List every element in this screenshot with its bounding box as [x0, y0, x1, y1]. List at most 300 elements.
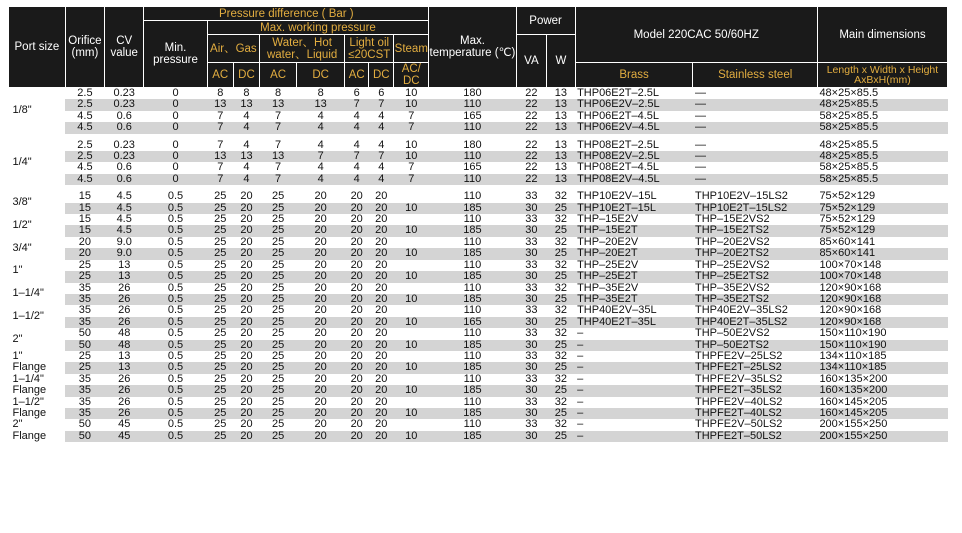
table-cell: – [577, 373, 584, 385]
table-cell: 13 [260, 151, 297, 162]
table-cell: 20 [345, 362, 369, 373]
table-cell: 20 [233, 362, 259, 373]
table-cell: 13 [297, 99, 345, 110]
table-cell: 8 [243, 87, 250, 99]
table-cell: 85×60×141 [819, 236, 876, 248]
table-cell: 110 [463, 419, 482, 431]
table-row [9, 225, 948, 236]
table-cell: 50 [78, 328, 92, 340]
table-cell: 20 [350, 259, 363, 271]
table-cell: 20 [233, 225, 259, 236]
table-cell: 20 [375, 419, 388, 431]
table-cell: 20 [345, 431, 369, 442]
table-cell: 25 [214, 328, 227, 340]
table-cell: 35 [78, 373, 92, 385]
table-cell: 20 [375, 259, 388, 271]
table-cell: 7 [260, 174, 297, 185]
table-cell: 110 [429, 151, 516, 162]
table-row [9, 305, 948, 316]
power-header: Power [516, 7, 575, 35]
table-row [9, 419, 948, 430]
table-cell: 0.5 [167, 350, 184, 362]
table-cell: 0.6 [116, 110, 132, 122]
table-cell: 25 [207, 203, 233, 214]
steam-header: Steam [394, 35, 429, 63]
table-cell: 75×52×129 [817, 225, 947, 236]
table-cell: – [575, 362, 693, 373]
table-cell [394, 305, 429, 316]
table-row [9, 294, 948, 305]
air-gas-header: Air、Gas [207, 35, 259, 63]
table-cell: 20 [233, 317, 259, 328]
table-cell: 20 [345, 271, 369, 282]
table-cell: 110 [463, 236, 482, 248]
table-cell: 25 [547, 385, 575, 396]
table-cell: 25 [214, 419, 227, 431]
table-row [9, 283, 948, 294]
max-working-pressure-header: Max. working pressure [207, 21, 429, 35]
port-size-cell: Flange [9, 408, 66, 419]
table-cell: 4 [297, 122, 345, 133]
table-cell: 200×155×250 [819, 419, 888, 431]
table-cell: 20 [240, 259, 253, 271]
table-cell: 7 [207, 122, 233, 133]
table-cell: 7 [408, 162, 415, 174]
table-cell: 22 [525, 139, 538, 151]
table-cell: 20 [314, 373, 327, 385]
table-cell: 20 [240, 419, 253, 431]
table-cell: 22 [525, 110, 538, 122]
table-cell: 25 [547, 294, 575, 305]
table-row [9, 271, 948, 282]
table-cell: 0 [144, 174, 207, 185]
table-cell: 4 [369, 174, 394, 185]
table-cell: 4 [378, 139, 385, 151]
table-cell: 7 [394, 122, 429, 133]
table-cell: 20 [350, 350, 363, 362]
table-cell: – [577, 328, 584, 340]
table-cell: 25 [271, 305, 285, 317]
table-cell: 0.6 [105, 174, 144, 185]
table-cell: 20 [240, 373, 253, 385]
table-cell: 110 [429, 122, 516, 133]
table-cell: 4 [243, 139, 250, 151]
table-cell: 32 [554, 373, 567, 385]
table-cell: 25 [271, 373, 285, 385]
table-cell: 0 [144, 151, 207, 162]
table-cell: 75×52×129 [819, 214, 876, 226]
table-row [9, 317, 948, 328]
main-dimensions-header: Main dimensions [817, 7, 947, 63]
table-row [9, 111, 948, 122]
table-cell: 165 [463, 162, 482, 174]
table-cell: THPFE2T–25LS2 [693, 362, 817, 373]
table-cell: 110 [463, 259, 482, 271]
table-cell: 35 [65, 385, 104, 396]
table-cell: 20 [240, 191, 253, 203]
table-cell: 10 [394, 225, 429, 236]
table-cell: 20 [345, 203, 369, 214]
table-cell: 120×90×168 [819, 305, 882, 317]
table-cell: – [575, 431, 693, 442]
table-cell: 32 [554, 350, 567, 362]
table-cell: 13 [554, 110, 567, 122]
table-cell: THP–15E2V [577, 214, 639, 226]
table-cell: 25 [207, 248, 233, 259]
table-cell: 20 [369, 385, 394, 396]
table-cell: THPFE2V–40LS2 [694, 396, 783, 408]
table-cell: 25 [207, 340, 233, 351]
table-cell: 20 [369, 340, 394, 351]
table-cell: THP–15E2TS2 [693, 225, 817, 236]
table-cell: 22 [516, 151, 547, 162]
table-body [9, 88, 948, 443]
table-cell: 4.5 [105, 203, 144, 214]
table-cell: — [693, 151, 817, 162]
table-cell: 9.0 [116, 236, 132, 248]
table-cell: 15 [78, 214, 92, 226]
table-cell: 110 [463, 214, 482, 226]
table-cell [394, 237, 429, 248]
table-cell: — [693, 174, 817, 185]
table-cell: 185 [429, 294, 516, 305]
table-cell: 185 [429, 203, 516, 214]
table-cell: 10 [394, 203, 429, 214]
table-cell: 4.5 [77, 162, 93, 174]
port-size-header: Port size [9, 7, 66, 88]
table-cell: 4.5 [65, 174, 104, 185]
table-cell: 180 [463, 87, 482, 99]
table-cell: 20 [345, 294, 369, 305]
table-cell: 22 [516, 122, 547, 133]
table-cell: 10 [394, 362, 429, 373]
table-cell: 32 [554, 236, 567, 248]
table-cell: 4 [345, 122, 369, 133]
table-cell: 0.5 [167, 214, 184, 226]
table-cell: 20 [297, 203, 345, 214]
table-cell [394, 328, 429, 339]
port-size-cell: 1/8" [9, 88, 66, 134]
table-cell: THP–20E2TS2 [693, 248, 817, 259]
cv-value-header: CV value [105, 7, 144, 88]
table-cell: 30 [516, 408, 547, 419]
table-cell: 7 [394, 174, 429, 185]
table-cell: 185 [429, 225, 516, 236]
table-cell: 13 [207, 99, 233, 110]
table-cell: 0 [144, 122, 207, 133]
table-cell [394, 374, 429, 385]
port-size-cell: 1–1/4" [9, 283, 66, 306]
table-cell: 20 [350, 419, 363, 431]
table-row [9, 351, 948, 362]
table-cell: – [577, 350, 584, 362]
table-cell: 0.5 [144, 340, 207, 351]
table-cell: 20 [369, 294, 394, 305]
table-cell: 10 [394, 431, 429, 442]
table-cell: 10 [405, 87, 418, 99]
table-cell: 4 [353, 139, 360, 151]
table-cell: 13 [547, 174, 575, 185]
table-cell: 110 [463, 305, 482, 317]
table-cell: 7 [369, 151, 394, 162]
brass-header: Brass [575, 63, 693, 88]
table-cell: 4.5 [105, 225, 144, 236]
table-cell: 110 [463, 373, 482, 385]
water-ac-header: AC [260, 63, 297, 88]
table-cell: 20 [233, 294, 259, 305]
table-cell: 7 [275, 110, 282, 122]
table-cell: 35 [78, 282, 92, 294]
port-size-cell: 1" [9, 260, 66, 283]
table-cell: THP–35E2V [577, 282, 639, 294]
steam-acdc-header: AC/ DC [394, 63, 429, 88]
table-cell: 0 [144, 99, 207, 110]
table-cell: THPFE2T–40LS2 [693, 408, 817, 419]
port-size-cell: 1/2" [9, 214, 66, 237]
table-cell: 0.5 [167, 282, 184, 294]
table-cell: THP–35E2VS2 [694, 282, 770, 294]
table-cell: 13 [554, 139, 567, 151]
table-cell: 35 [78, 396, 92, 408]
table-cell: THP–25E2V [577, 259, 639, 271]
table-cell: 110 [463, 282, 482, 294]
table-cell: 22 [516, 174, 547, 185]
table-cell: 185 [429, 248, 516, 259]
table-cell: 185 [429, 362, 516, 373]
table-row [9, 99, 948, 110]
table-cell: 110 [429, 99, 516, 110]
table-cell: 134×110×185 [819, 350, 887, 362]
table-cell: 4 [353, 110, 360, 122]
table-cell: 20 [297, 294, 345, 305]
table-cell: 32 [554, 328, 567, 340]
table-cell: 160×135×200 [817, 385, 947, 396]
table-cell: 10 [394, 294, 429, 305]
table-cell: THP–15E2VS2 [694, 214, 770, 226]
table-cell: 185 [429, 408, 516, 419]
table-cell: THP–20E2T [575, 248, 693, 259]
table-cell: 33 [525, 373, 538, 385]
table-cell: – [575, 408, 693, 419]
table-cell: 20 [369, 362, 394, 373]
table-cell: 20 [233, 408, 259, 419]
table-cell: 13 [260, 99, 297, 110]
table-cell: 20 [369, 317, 394, 328]
table-cell: 120×90×168 [819, 282, 882, 294]
table-cell: 25 [214, 259, 227, 271]
table-cell: THP06E2T–2.5L [577, 87, 659, 99]
min-pressure-header: Min. pressure [144, 21, 207, 88]
table-cell: – [575, 385, 693, 396]
table-row [9, 340, 948, 351]
table-cell: 25 [547, 317, 575, 328]
table-cell: 20 [350, 373, 363, 385]
table-cell: — [694, 110, 706, 122]
table-row [9, 408, 948, 419]
table-cell: – [577, 419, 584, 431]
table-cell: 33 [525, 214, 538, 226]
table-cell: 26 [118, 373, 131, 385]
table-cell: 25 [271, 282, 285, 294]
table-cell: 2.5 [77, 139, 93, 151]
table-cell: 26 [118, 396, 131, 408]
port-size-cell: 3/8" [9, 191, 66, 214]
table-cell: 13 [207, 151, 233, 162]
table-cell: 15 [65, 225, 104, 236]
table-cell: THP–20E2VS2 [694, 236, 770, 248]
table-cell: 13 [118, 259, 131, 271]
table-cell: 32 [554, 305, 567, 317]
table-cell: THPFE2V–35LS2 [694, 373, 783, 385]
water-dc-header: DC [297, 63, 345, 88]
table-cell: 185 [429, 385, 516, 396]
table-cell: 4 [233, 174, 259, 185]
table-cell: 160×145×205 [819, 396, 888, 408]
table-cell: 20 [314, 282, 327, 294]
table-cell: 25 [214, 236, 227, 248]
port-size-cell: Flange [9, 362, 66, 373]
table-cell: 110 [463, 350, 482, 362]
table-cell: 4 [243, 110, 250, 122]
table-cell: THP–35E2T [575, 294, 693, 305]
table-cell: 0.5 [167, 396, 184, 408]
table-cell: THP–50E2VS2 [694, 328, 770, 340]
table-cell: 25 [207, 271, 233, 282]
table-cell: 6 [353, 87, 360, 99]
table-cell: – [577, 396, 584, 408]
table-cell: 25 [260, 362, 297, 373]
air-ac-header: AC [207, 63, 233, 88]
table-cell: 20 [369, 271, 394, 282]
table-cell: 25 [547, 203, 575, 214]
table-cell: THP06E2T–4.5L [577, 110, 659, 122]
table-cell: THPFE2T–35LS2 [693, 385, 817, 396]
table-cell: 20 [240, 305, 253, 317]
table-cell [394, 351, 429, 362]
table-cell: 7 [217, 162, 224, 174]
table-cell: 33 [525, 419, 538, 431]
table-row [9, 162, 948, 173]
port-size-cell: 3/4" [9, 237, 66, 260]
table-row [9, 374, 948, 385]
table-cell: 20 [369, 203, 394, 214]
table-cell: 165 [429, 317, 516, 328]
table-cell: 10 [394, 340, 429, 351]
table-cell: 20 [233, 271, 259, 282]
table-cell: 20 [375, 191, 388, 203]
table-cell: 20 [233, 248, 259, 259]
table-cell: 10 [394, 385, 429, 396]
table-cell: 10 [394, 271, 429, 282]
table-cell: 0.5 [144, 408, 207, 419]
table-cell: 13 [547, 151, 575, 162]
table-row [9, 397, 948, 408]
table-cell: 2.5 [77, 87, 93, 99]
table-row [9, 362, 948, 373]
table-cell: 0 [172, 162, 179, 174]
table-cell: 26 [105, 408, 144, 419]
table-cell: 10 [394, 317, 429, 328]
table-cell: 25 [207, 294, 233, 305]
port-size-cell: Flange [9, 385, 66, 396]
table-cell: 48×25×85.5 [819, 139, 879, 151]
table-cell: 33 [525, 305, 538, 317]
table-cell: 20 [350, 305, 363, 317]
table-cell: 35 [65, 408, 104, 419]
table-cell: 0.5 [144, 317, 207, 328]
table-cell: 30 [516, 294, 547, 305]
table-cell: 100×70×148 [819, 259, 882, 271]
table-cell: 20 [345, 317, 369, 328]
table-cell: 15 [65, 203, 104, 214]
table-cell: 20 [375, 396, 388, 408]
table-cell: THP10E2V–15L [577, 191, 657, 203]
table-cell: 30 [516, 317, 547, 328]
table-row [9, 122, 948, 133]
table-cell: 20 [65, 248, 104, 259]
table-cell: 48×25×85.5 [817, 151, 947, 162]
table-cell: 30 [516, 340, 547, 351]
table-row [9, 328, 948, 339]
table-cell: 48×25×85.5 [819, 87, 879, 99]
table-cell: 25 [78, 350, 92, 362]
table-cell: 160×145×205 [817, 408, 947, 419]
port-size-cell: 1–1/2" [9, 397, 66, 408]
table-cell: THP06E2V–4.5L [575, 122, 693, 133]
table-cell: 20 [297, 340, 345, 351]
table-cell: 20 [297, 385, 345, 396]
table-cell: 7 [297, 151, 345, 162]
table-cell: 20 [314, 328, 327, 340]
table-cell: 4.5 [77, 110, 93, 122]
port-size-cell: 1–1/2" [9, 305, 66, 328]
table-cell: 25 [260, 317, 297, 328]
table-cell: 20 [350, 282, 363, 294]
stainless-steel-header: Stainless steel [693, 63, 817, 88]
table-cell: 26 [118, 282, 131, 294]
table-cell: 45 [118, 419, 131, 431]
table-cell: 26 [118, 305, 131, 317]
table-cell: 30 [516, 248, 547, 259]
table-cell: 10 [394, 99, 429, 110]
table-row [9, 88, 948, 100]
table-cell: 20 [240, 328, 253, 340]
table-cell: 110 [463, 396, 482, 408]
table-cell: 32 [554, 419, 567, 431]
table-cell: 13 [233, 151, 259, 162]
table-cell: 180 [463, 139, 482, 151]
table-cell: 7 [345, 151, 369, 162]
table-cell: 25 [260, 248, 297, 259]
table-cell: 30 [516, 431, 547, 442]
table-cell: 20 [240, 214, 253, 226]
table-row [9, 237, 948, 248]
table-cell: 25 [260, 225, 297, 236]
table-row [9, 385, 948, 396]
table-cell: THP–25E2VS2 [694, 259, 770, 271]
table-cell: 20 [369, 248, 394, 259]
table-cell: 2.5 [65, 151, 104, 162]
table-cell: 20 [314, 419, 327, 431]
table-cell: 25 [214, 214, 227, 226]
table-cell: 7 [275, 139, 282, 151]
port-size-cell: 2" [9, 328, 66, 351]
table-cell: 30 [516, 385, 547, 396]
table-cell: THP40E2V–35LS2 [694, 305, 788, 317]
table-cell: — [693, 122, 817, 133]
table-cell: 20 [350, 396, 363, 408]
table-cell: 25 [214, 305, 227, 317]
